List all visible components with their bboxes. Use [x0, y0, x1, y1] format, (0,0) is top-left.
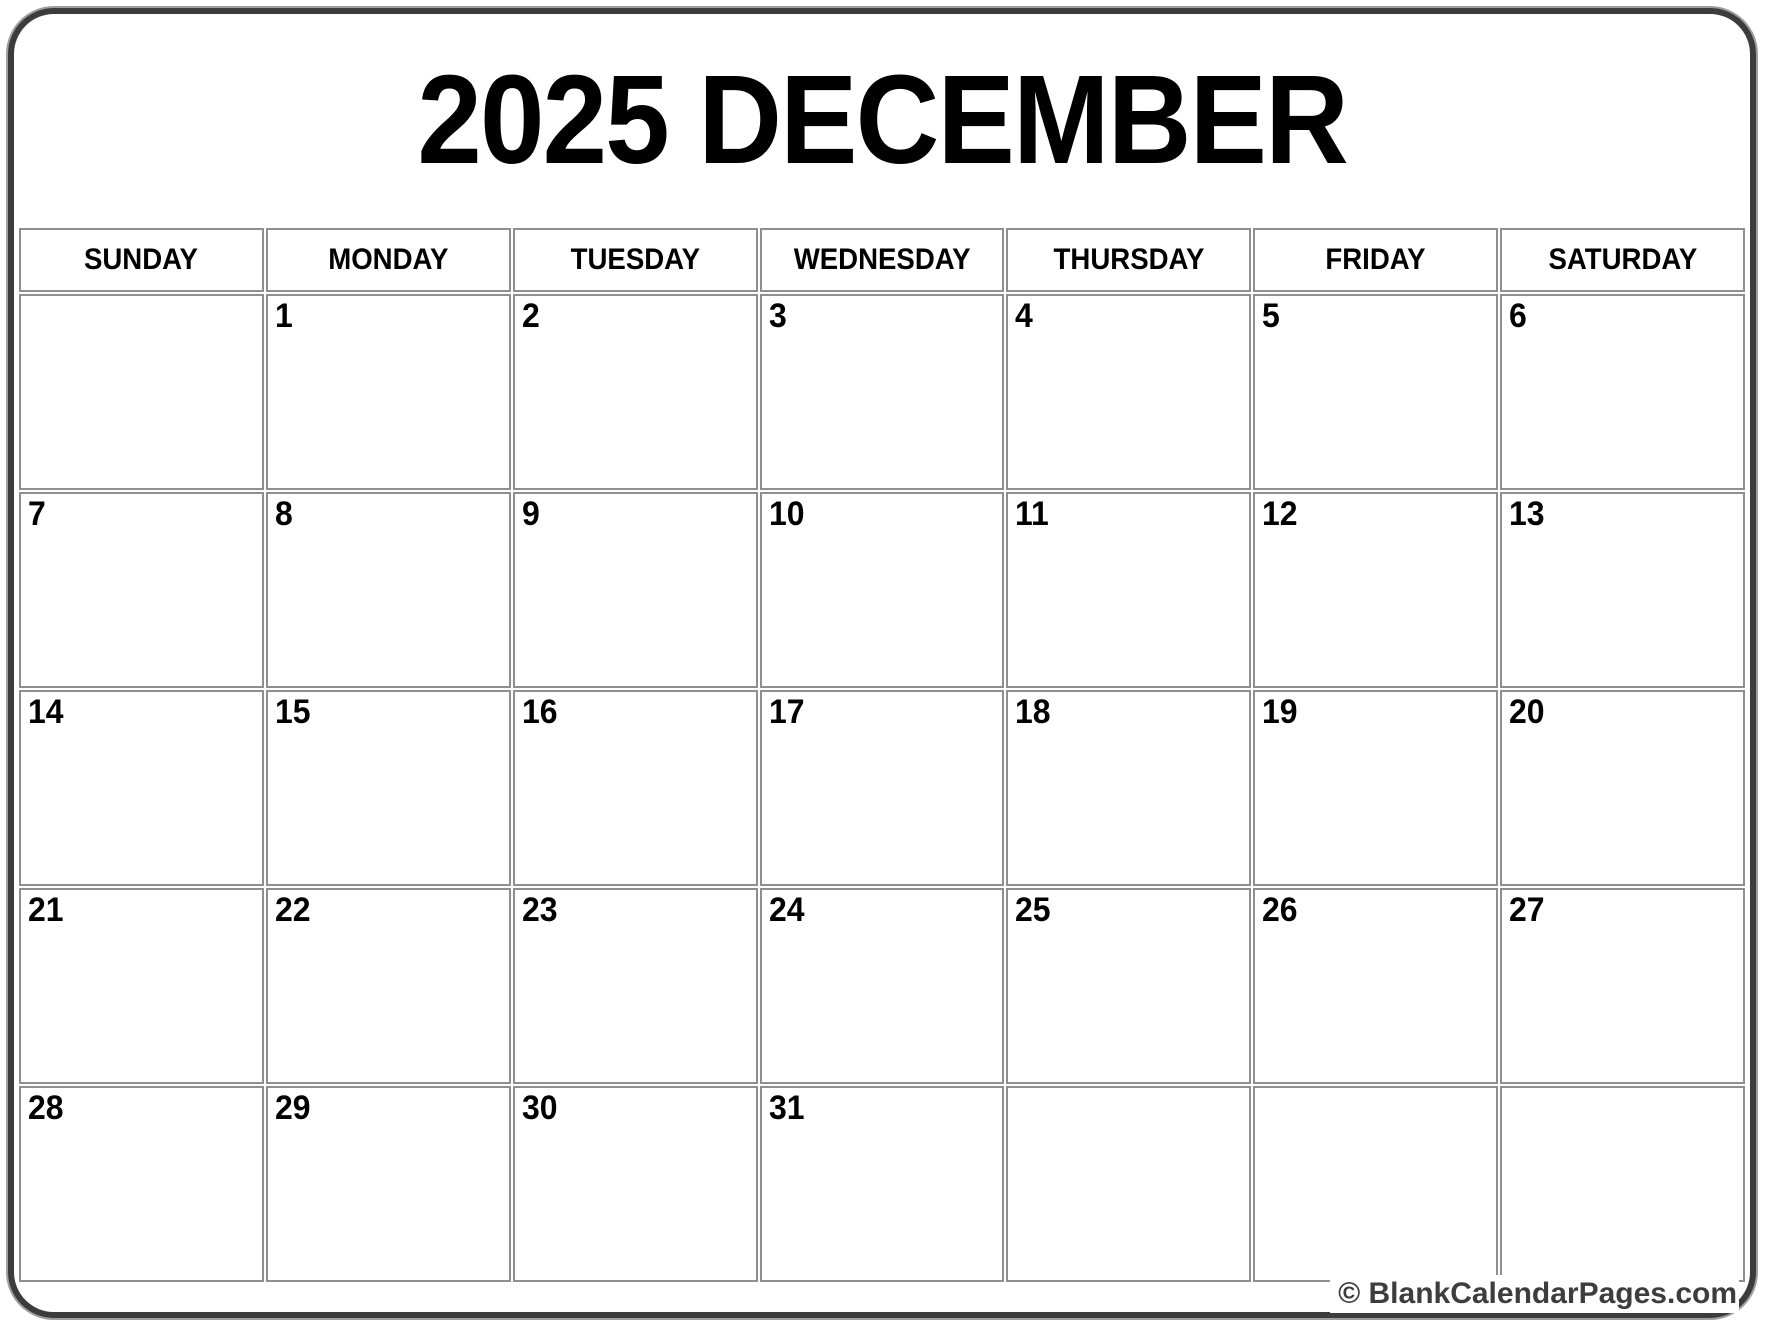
- week-row: [19, 888, 1745, 1084]
- credit-watermark: © BlankCalendarPages.com: [1330, 1275, 1739, 1313]
- day-cell-4: [1006, 294, 1251, 490]
- day-cell-empty: [1253, 1086, 1498, 1282]
- day-number: 3: [768, 297, 787, 335]
- day-cell-28: [19, 1086, 264, 1282]
- day-cell-29: [266, 1086, 511, 1282]
- day-cell-11: [1006, 492, 1251, 688]
- day-number: 16: [521, 693, 558, 731]
- day-cell-15: [266, 690, 511, 886]
- calendar-table: [17, 226, 1747, 1284]
- day-cell-14: [19, 690, 264, 886]
- day-cell-10: [760, 492, 1005, 688]
- weekday-header-tuesday: [513, 228, 758, 292]
- day-number: 4: [1015, 297, 1034, 335]
- day-cell-13: [1500, 492, 1745, 688]
- day-number: 9: [521, 495, 540, 533]
- day-number: 30: [521, 1089, 558, 1127]
- day-number: 13: [1509, 495, 1545, 533]
- day-number: 29: [274, 1089, 311, 1127]
- day-cell-1: [266, 294, 511, 490]
- day-cell-21: [19, 888, 264, 1084]
- day-cell-2: [513, 294, 758, 490]
- weekday-header-thursday: [1006, 228, 1251, 292]
- weekday-header-saturday: [1500, 228, 1745, 292]
- day-number: 20: [1509, 693, 1545, 731]
- day-cell-30: [513, 1086, 758, 1282]
- day-cell-24: [760, 888, 1005, 1084]
- day-number: 19: [1262, 693, 1298, 731]
- day-number: 15: [274, 693, 311, 731]
- weekday-label: WEDNESDAY: [793, 243, 971, 276]
- weekday-header-sunday: [19, 228, 264, 292]
- weekday-label: MONDAY: [328, 243, 449, 276]
- day-number: 23: [521, 891, 558, 929]
- day-number: 24: [768, 891, 805, 929]
- day-number: 5: [1262, 297, 1281, 335]
- weekday-header-wednesday: [760, 228, 1005, 292]
- day-number: 6: [1509, 297, 1527, 335]
- day-cell-31: [760, 1086, 1005, 1282]
- day-number: 2: [521, 297, 540, 335]
- day-cell-23: [513, 888, 758, 1084]
- day-cell-16: [513, 690, 758, 886]
- day-cell-27: [1500, 888, 1745, 1084]
- day-cell-8: [266, 492, 511, 688]
- weekday-label: TUESDAY: [570, 243, 700, 276]
- weekday-label: FRIDAY: [1325, 243, 1426, 276]
- day-number: 10: [768, 495, 805, 533]
- day-number: 14: [28, 693, 64, 731]
- day-cell-22: [266, 888, 511, 1084]
- week-row: [19, 294, 1745, 490]
- day-number: 11: [1015, 495, 1050, 533]
- day-cell-26: [1253, 888, 1498, 1084]
- calendar-frame: [8, 8, 1756, 1318]
- day-number: 21: [28, 891, 64, 929]
- day-number: 12: [1262, 495, 1298, 533]
- weekday-header-monday: [266, 228, 511, 292]
- day-cell-6: [1500, 294, 1745, 490]
- day-cell-18: [1006, 690, 1251, 886]
- weekday-header-friday: [1253, 228, 1498, 292]
- day-cell-9: [513, 492, 758, 688]
- day-number: 8: [274, 495, 293, 533]
- calendar-title: 2025 DECEMBER: [417, 49, 1347, 190]
- day-cell-7: [19, 492, 264, 688]
- day-cell-20: [1500, 690, 1745, 886]
- weekday-label: SUNDAY: [84, 243, 199, 276]
- day-number: 31: [768, 1089, 805, 1127]
- day-cell-5: [1253, 294, 1498, 490]
- day-number: 7: [28, 495, 46, 533]
- day-number: 27: [1509, 891, 1545, 929]
- week-row: [19, 492, 1745, 688]
- day-cell-25: [1006, 888, 1251, 1084]
- day-number: 18: [1015, 693, 1051, 731]
- day-number: 17: [768, 693, 805, 731]
- day-number: 22: [274, 891, 311, 929]
- week-row: [19, 1086, 1745, 1282]
- day-number: 26: [1262, 891, 1298, 929]
- day-number: 1: [274, 297, 293, 335]
- day-cell-empty: [1006, 1086, 1251, 1282]
- day-number: 25: [1015, 891, 1051, 929]
- day-cell-12: [1253, 492, 1498, 688]
- week-row: [19, 690, 1745, 886]
- day-cell-17: [760, 690, 1005, 886]
- weekday-label: THURSDAY: [1053, 243, 1205, 276]
- weekday-label: SATURDAY: [1548, 243, 1697, 276]
- day-cell-19: [1253, 690, 1498, 886]
- weekday-header-row: [19, 228, 1745, 292]
- day-cell-empty: [1500, 1086, 1745, 1282]
- day-number: 28: [28, 1089, 64, 1127]
- day-cell-empty: [19, 294, 264, 490]
- title-row: [14, 14, 1750, 226]
- day-cell-3: [760, 294, 1005, 490]
